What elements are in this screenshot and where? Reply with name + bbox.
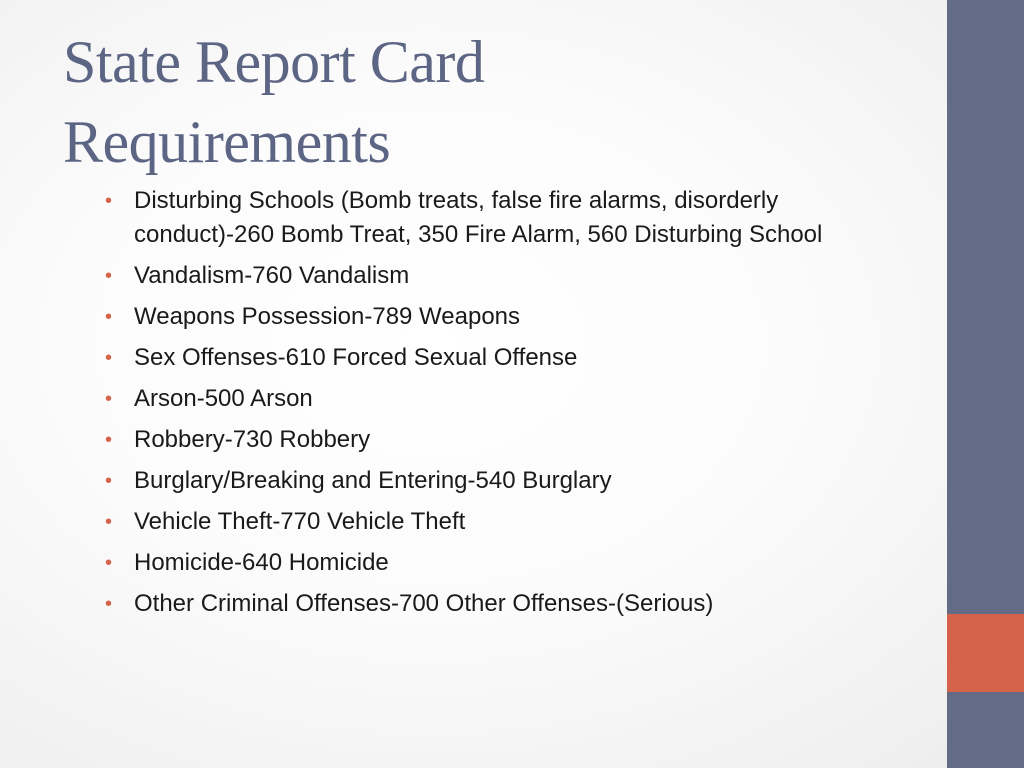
slide-title bbox=[63, 22, 823, 182]
list-item-text: Burglary/Breaking and Entering-540 Burglary bbox=[134, 467, 612, 494]
list-item-text: Weapons Possession-789 Weapons bbox=[134, 303, 521, 330]
bullet-icon: • bbox=[105, 265, 113, 287]
list-item-text: Disturbing Schools (Bomb treats, false fire alarms, disorderly conduct)-260 Bomb Treat, 350 Fire Alarm, 560 Disturbing School bbox=[134, 187, 823, 248]
list-item-text: Arson-500 Arson bbox=[134, 385, 313, 412]
list-item-text: Homicide-640 Homicide bbox=[134, 549, 389, 576]
list-item-text: Robbery-730 Robbery bbox=[134, 426, 371, 453]
list-item bbox=[105, 341, 905, 375]
bullet-icon: • bbox=[105, 347, 113, 369]
bullet-icon: • bbox=[105, 552, 113, 574]
bullet-icon: • bbox=[105, 593, 113, 615]
bullet-icon: • bbox=[105, 306, 113, 328]
side-accent-block bbox=[947, 614, 1024, 692]
bullet-list bbox=[105, 184, 905, 628]
bullet-icon: • bbox=[105, 429, 113, 451]
list-item bbox=[105, 464, 905, 498]
title-line-1: State Report Card bbox=[63, 29, 485, 95]
list-item bbox=[105, 259, 905, 293]
list-item-text: Sex Offenses-610 Forced Sexual Offense bbox=[134, 344, 578, 371]
list-item bbox=[105, 546, 905, 580]
list-item bbox=[105, 184, 905, 252]
bullet-icon: • bbox=[105, 388, 113, 410]
list-item bbox=[105, 300, 905, 334]
bullet-icon: • bbox=[105, 511, 113, 533]
bullet-icon: • bbox=[105, 470, 113, 492]
list-item-text: Vehicle Theft-770 Vehicle Theft bbox=[134, 508, 466, 535]
bullet-icon: • bbox=[105, 190, 113, 212]
title-line-2: Requirements bbox=[63, 109, 391, 175]
list-item bbox=[105, 505, 905, 539]
list-item bbox=[105, 382, 905, 416]
list-item-text: Other Criminal Offenses-700 Other Offenses-(Serious) bbox=[134, 590, 714, 617]
list-item bbox=[105, 587, 905, 621]
list-item bbox=[105, 423, 905, 457]
list-item-text: Vandalism-760 Vandalism bbox=[134, 262, 410, 289]
